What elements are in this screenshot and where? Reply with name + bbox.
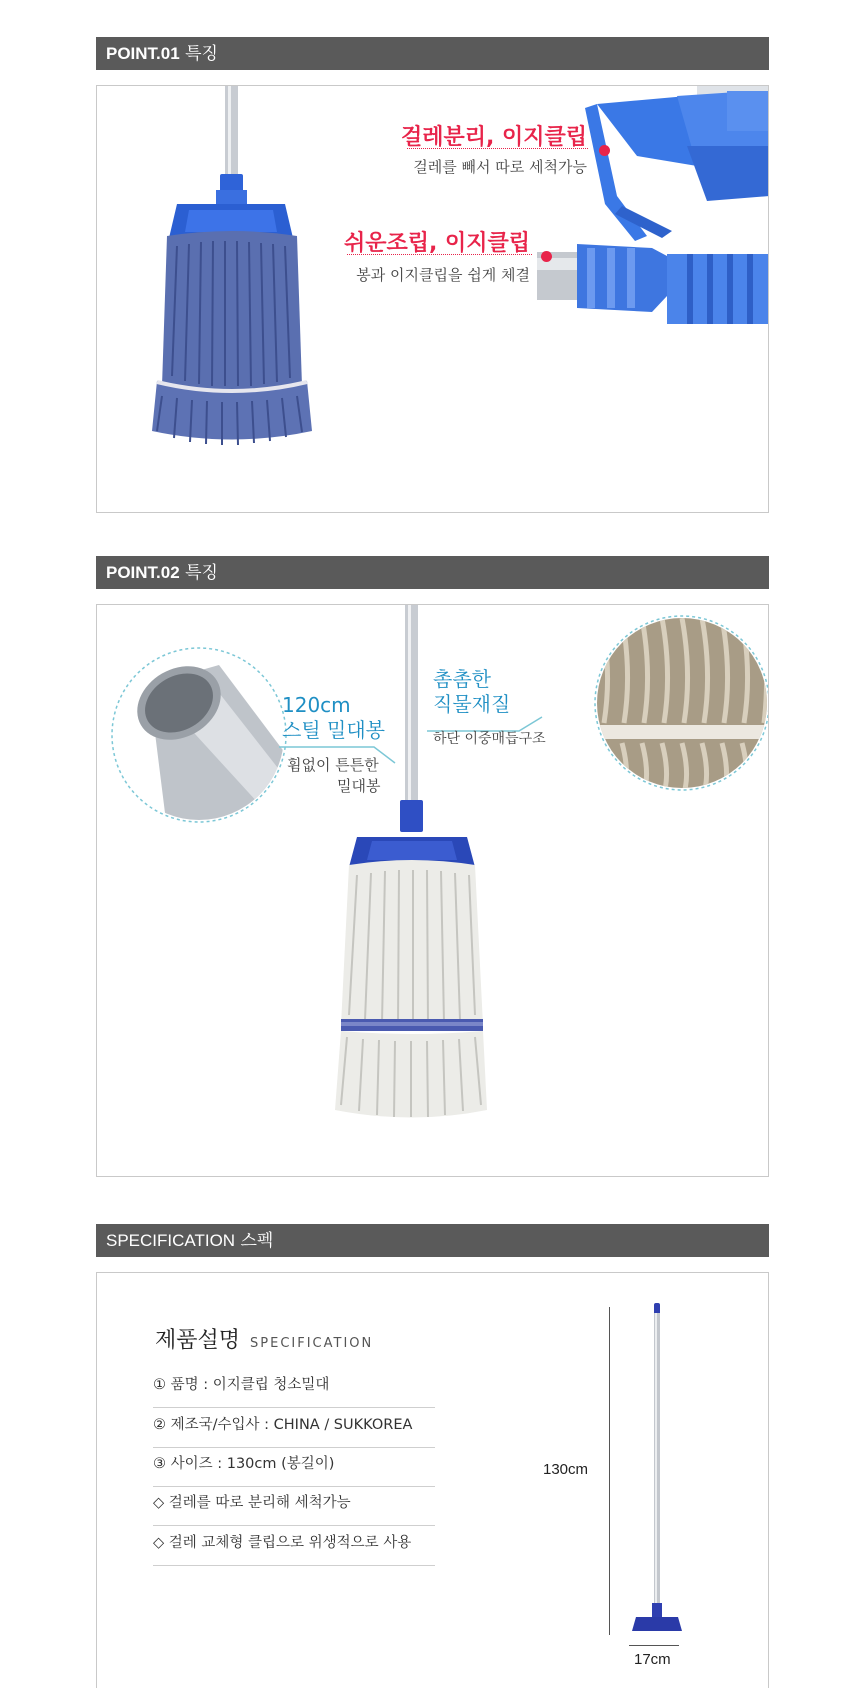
height-dimension-line bbox=[609, 1307, 610, 1635]
spec-header-label: SPECIFICATION bbox=[106, 1231, 236, 1250]
feature2-desc: 봉과 이지클립을 쉽게 체결 bbox=[356, 266, 530, 284]
point1-header-sub: 특징 bbox=[185, 44, 218, 64]
spec-title-ko: 제품설명 bbox=[155, 1328, 241, 1353]
fabric-image bbox=[592, 613, 769, 793]
width-dimension-line bbox=[629, 1645, 679, 1646]
fabric-title-1: 촘촘한 bbox=[433, 667, 491, 691]
point1-header bbox=[96, 37, 769, 70]
steel-pipe-desc-2: 밀대봉 bbox=[337, 777, 381, 795]
spec-title bbox=[155, 1323, 373, 1354]
point1-panel bbox=[96, 85, 769, 513]
spec-row-note1: ◇ 걸레를 따로 분리해 세척가능 bbox=[153, 1489, 435, 1526]
connector-image bbox=[537, 234, 769, 344]
height-label: 130cm bbox=[543, 1461, 589, 1478]
spec-title-en: SPECIFICATION bbox=[250, 1336, 374, 1351]
blue-mop-image bbox=[127, 86, 327, 466]
spec-panel bbox=[96, 1272, 769, 1688]
feature2-dot bbox=[541, 251, 552, 262]
feature1-dot bbox=[599, 145, 610, 156]
width-label: 17cm bbox=[634, 1651, 671, 1668]
steel-pipe-title-2: 스틸 밀대봉 bbox=[282, 718, 385, 742]
spec-header-sub: 스펙 bbox=[240, 1231, 274, 1251]
steel-pipe-title-1: 120cm bbox=[282, 693, 351, 717]
feature2-underline bbox=[347, 254, 532, 255]
fabric-title-2: 직물재질 bbox=[433, 692, 511, 716]
point2-panel bbox=[96, 604, 769, 1177]
point2-header-sub: 특징 bbox=[185, 563, 218, 583]
steel-pipe-image bbox=[109, 645, 289, 825]
spec-header bbox=[96, 1224, 769, 1257]
mop-dimension-image bbox=[622, 1303, 692, 1643]
point1-header-label: POINT.01 bbox=[106, 44, 180, 63]
feature1-underline bbox=[407, 148, 588, 149]
spec-row-size: ③ 사이즈 : 130cm (봉길이) bbox=[153, 1450, 435, 1487]
spec-row-origin: ② 제조국/수입사 : CHINA / SUKKOREA bbox=[153, 1411, 435, 1448]
spec-row-name: ① 품명 : 이지클립 청소밀대 bbox=[153, 1371, 435, 1408]
point2-header-label: POINT.02 bbox=[106, 563, 180, 582]
clip-image bbox=[577, 86, 769, 246]
steel-pipe-desc-1: 휨없이 튼튼한 bbox=[287, 756, 379, 774]
fabric-desc: 하단 이중매듭구조 bbox=[433, 731, 546, 747]
white-mop-image bbox=[297, 605, 527, 1177]
feature1-desc: 걸레를 빼서 따로 세척가능 bbox=[413, 158, 587, 176]
spec-row-note2: ◇ 걸레 교체형 클립으로 위생적으로 사용 bbox=[153, 1529, 435, 1566]
point2-header bbox=[96, 556, 769, 589]
feature1-title: 걸레분리, 이지클립 bbox=[400, 125, 587, 150]
feature2-title: 쉬운조립, 이지클립 bbox=[343, 231, 530, 256]
